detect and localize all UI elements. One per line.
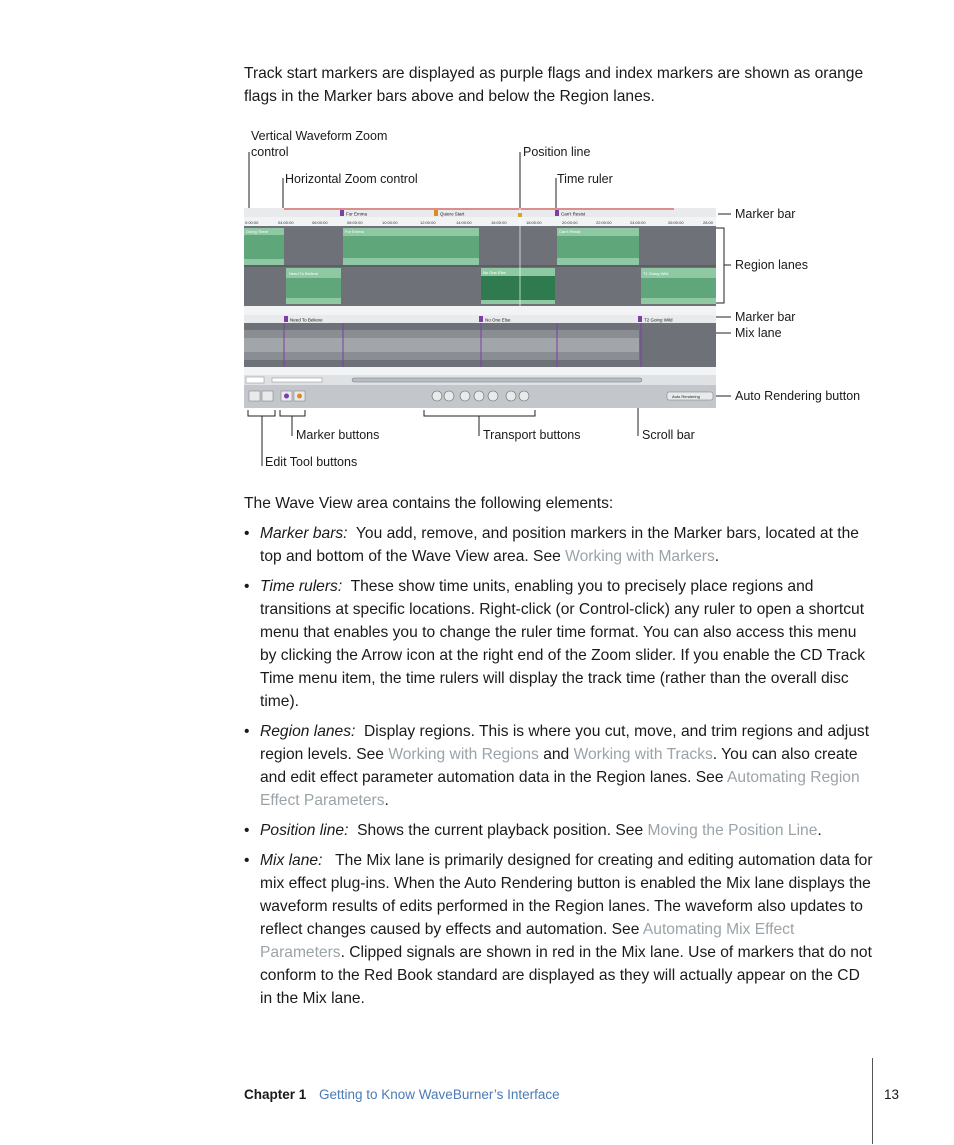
intro-paragraph: Track start markers are displayed as purple flags and index markers are shown as orange flags in the Marker bars above and below the Region lanes. [244, 65, 864, 105]
svg-text:18:00:00: 18:00:00 [526, 220, 542, 225]
wave-view-screenshot [244, 208, 716, 408]
scroll-bar [352, 378, 642, 382]
label-auto-rendering: Auto Rendering button [735, 389, 861, 403]
label-edit-tool-buttons: Edit Tool buttons [265, 455, 358, 469]
list-item-position-line: • Position line: Shows the current playback position. See Moving the Position Line. [244, 822, 822, 839]
label-transport-buttons: Transport buttons [483, 428, 581, 442]
svg-text:14:00:00: 14:00:00 [456, 220, 472, 225]
svg-text:For Emma: For Emma [346, 211, 368, 217]
svg-text:12:00:00: 12:00:00 [420, 220, 436, 225]
svg-text:10:00:00: 10:00:00 [382, 220, 398, 225]
list-item-time-rulers: • Time rulers: These show time units, enabling you to precisely place regions and transitions at specific locations. Right-click (or Control-click) any ruler to open a shortcut menu that enables you to change the ruler time format. You can also access this menu by clicking the Arrow icon at the right end of the Zoom slider. If you enable the CD Track Time menu item, the time rulers will display the track time (rather than the overall disc time). [244, 578, 865, 710]
link-automating-region-effect-parameters[interactable]: Automating Region Effect Parameters [260, 769, 860, 809]
wave-view-graphic [244, 208, 716, 408]
footer-chapter: Chapter 1 [244, 1087, 307, 1102]
horizontal-zoom-control [272, 378, 322, 382]
svg-text:Quiero Start: Quiero Start [440, 211, 465, 217]
svg-text:Going There: Going There [246, 229, 269, 234]
label-time-ruler: Time ruler [557, 172, 613, 186]
label-marker-buttons: Marker buttons [296, 428, 380, 442]
list-lead: The Wave View area contains the following elements: [244, 495, 614, 512]
svg-text:For Emma: For Emma [345, 229, 364, 234]
svg-text:No One Else: No One Else [485, 317, 511, 323]
svg-text:Auto Rendering: Auto Rendering [672, 394, 700, 399]
list-item-region-lanes: • Region lanes: Display regions. This is where you cut, move, and trim regions and adjust region levels. See Working with Regions and Working with Tracks. You can also create and edit effect parameter automation data in the Region lanes. See Automating Region Effect Parameters. [244, 723, 870, 809]
svg-text:T1 Going Wild: T1 Going Wild [643, 271, 669, 276]
link-working-with-markers[interactable]: Working with Markers [565, 548, 715, 565]
svg-text:26:00:00: 26:00:00 [668, 220, 684, 225]
svg-text:Need To Believe: Need To Believe [289, 271, 319, 276]
label-marker-bar-top: Marker bar [735, 207, 796, 221]
svg-text:08:00:00: 08:00:00 [347, 220, 363, 225]
svg-text:04:00:00: 04:00:00 [278, 220, 294, 225]
svg-text:Can't Resist: Can't Resist [561, 211, 586, 217]
element-list [244, 522, 876, 1017]
label-vertical-zoom-1: Vertical Waveform Zoom [251, 129, 388, 143]
label-marker-bar-bottom: Marker bar [735, 310, 796, 324]
page-number: 13 [884, 1087, 900, 1102]
label-mix-lane: Mix lane [735, 326, 782, 340]
label-region-lanes: Region lanes [735, 258, 808, 272]
footer-divider [872, 1058, 873, 1144]
svg-text:Can't Resist: Can't Resist [559, 229, 581, 234]
svg-text:T2 Going Wild: T2 Going Wild [644, 317, 673, 323]
svg-text:16:00:00: 16:00:00 [491, 220, 507, 225]
svg-text:06:00:00: 06:00:00 [312, 220, 328, 225]
svg-text:24:00:00: 24:00:00 [630, 220, 646, 225]
label-position-line: Position line [523, 145, 591, 159]
label-horizontal-zoom: Horizontal Zoom control [285, 172, 418, 186]
link-working-with-regions[interactable]: Working with Regions [388, 746, 539, 763]
svg-text:22:00:00: 22:00:00 [596, 220, 612, 225]
transport-buttons [432, 391, 529, 401]
svg-text:20:00:00: 20:00:00 [562, 220, 578, 225]
link-working-with-tracks[interactable]: Working with Tracks [573, 746, 713, 763]
link-automating-mix-effect-parameters[interactable]: Automating Mix Effect Parameters [260, 921, 795, 961]
svg-text:No One Else: No One Else [483, 270, 506, 275]
label-vertical-zoom-2: control [251, 145, 289, 159]
footer-chapter-title[interactable]: Getting to Know WaveBurner’s Interface [319, 1087, 560, 1102]
bottom-time-ruler [244, 306, 716, 315]
vertical-zoom-control [246, 377, 264, 383]
svg-text:Need To Believe: Need To Believe [290, 317, 323, 323]
label-scroll-bar: Scroll bar [642, 428, 695, 442]
svg-text:28:00: 28:00 [703, 220, 714, 225]
svg-text:0:00:00: 0:00:00 [245, 220, 259, 225]
list-item-mix-lane: • Mix lane: The Mix lane is primarily designed for creating and editing automation data for mix effect plug-ins. When the Auto Rendering button is enabled the Mix lane displays the waveform results of edits performed in the Region lanes. The waveform also updates to reflect changes caused by effects and automation. See Automating Mix Effect Parameters. Clipped signals are shown in red in the Mix lane. Use of markers that do not conform to the Red Book standard are displayed as they will actually appear on the CD in the Mix lane. [244, 852, 873, 1007]
link-moving-the-position-line[interactable]: Moving the Position Line [647, 822, 818, 839]
list-item-marker-bars: • Marker bars: You add, remove, and position markers in the Marker bars, located at the top and bottom of the Wave View area. See Working with Markers. [244, 525, 859, 565]
